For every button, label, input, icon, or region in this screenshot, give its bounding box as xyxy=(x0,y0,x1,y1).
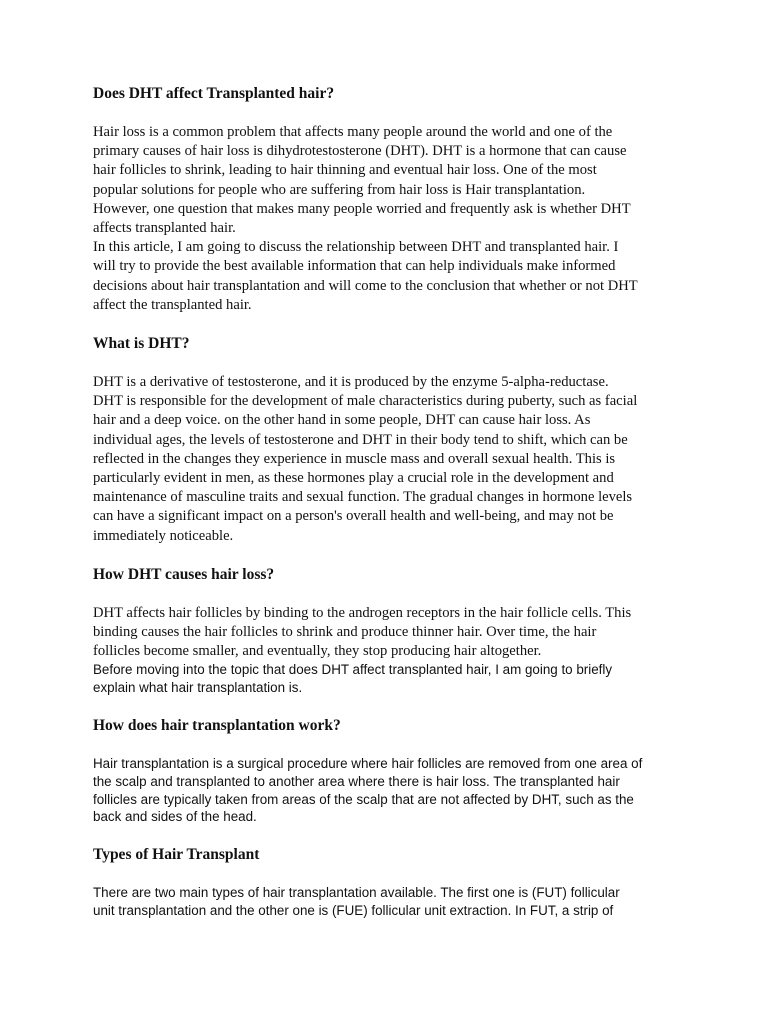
text-line: unit transplantation and the other one is (FUE) follicular unit extraction. In FUT, a strip of xyxy=(93,903,614,919)
text-line: There are two main types of hair transplantation available. The first one is (FUT) follicular xyxy=(93,885,620,901)
text-line: Hair transplantation is a surgical procedure where hair follicles are removed from one area of xyxy=(93,756,643,772)
text-line: hair follicles to shrink, leading to hair thinning and eventual hair loss. One of the most xyxy=(93,162,597,179)
text-line: DHT is a derivative of testosterone, and it is produced by the enzyme 5-alpha-reductase. xyxy=(93,374,609,391)
paragraph xyxy=(93,123,683,238)
paragraph xyxy=(93,755,683,826)
text-line: individual ages, the levels of testosterone and DHT in their body tend to shift, which can be xyxy=(93,431,628,448)
text-line: In this article, I am going to discuss the relationship between DHT and transplanted hair. I xyxy=(93,239,619,256)
text-line: affects transplanted hair. xyxy=(93,220,236,237)
text-line: primary causes of hair loss is dihydrotestosterone (DHT). DHT is a hormone that can cause xyxy=(93,143,627,160)
text-line: popular solutions for people who are suffering from hair loss is Hair transplantation. xyxy=(93,181,586,198)
text-line: reflected in the changes they experience in muscle mass and overall sexual health. This is xyxy=(93,450,616,467)
text-line: Before moving into the topic that does DHT affect transplanted hair, I am going to briefly xyxy=(93,662,613,678)
text-line: follicles become smaller, and eventually, they stop producing hair altogether. xyxy=(93,643,542,660)
text-line: DHT is responsible for the development of male characteristics during puberty, such as facial xyxy=(93,393,638,410)
paragraph xyxy=(93,661,683,697)
text-line: particularly evident in men, as these hormones play a crucial role in the development and xyxy=(93,470,614,487)
section-heading: How does hair transplantation work? xyxy=(93,717,341,735)
text-line: can have a significant impact on a person's overall health and well-being, and may not be xyxy=(93,508,614,525)
paragraph xyxy=(93,238,683,315)
text-line: explain what hair transplantation is. xyxy=(93,680,303,696)
text-line: decisions about hair transplantation and will come to the conclusion that whether or not DHT xyxy=(93,277,638,294)
section-heading: Does DHT affect Transplanted hair? xyxy=(93,85,335,102)
paragraph xyxy=(93,373,683,546)
text-line: However, one question that makes many people worried and frequently ask is whether DHT xyxy=(93,200,631,217)
paragraph xyxy=(93,884,683,920)
section-heading: What is DHT? xyxy=(93,335,190,353)
text-line: Hair loss is a common problem that affects many people around the world and one of the xyxy=(93,124,613,140)
text-line: follicles are typically taken from areas of the scalp that are not affected by DHT, such as the xyxy=(93,791,634,807)
text-line: affect the transplanted hair. xyxy=(93,296,252,313)
text-line: maintenance of masculine traits and sexual function. The gradual changes in hormone levels xyxy=(93,489,633,506)
text-line: DHT affects hair follicles by binding to the androgen receptors in the hair follicle cells. This xyxy=(93,604,632,621)
text-line: the scalp and transplanted to another area where there is hair loss. The transplanted hair xyxy=(93,773,620,789)
text-line: back and sides of the head. xyxy=(93,809,257,825)
paragraph xyxy=(93,604,683,662)
section-heading: How DHT causes hair loss? xyxy=(93,565,275,583)
text-line: binding causes the hair follicles to shrink and produce thinner hair. Over time, the hair xyxy=(93,624,597,641)
section-heading: Types of Hair Transplant xyxy=(93,846,260,864)
text-line: will try to provide the best available information that can help individuals make informed xyxy=(93,258,616,275)
text-line: immediately noticeable. xyxy=(93,527,234,544)
text-line: hair and a deep voice. on the other hand in some people, DHT can cause hair loss. As xyxy=(93,412,591,429)
article-body xyxy=(93,84,683,920)
